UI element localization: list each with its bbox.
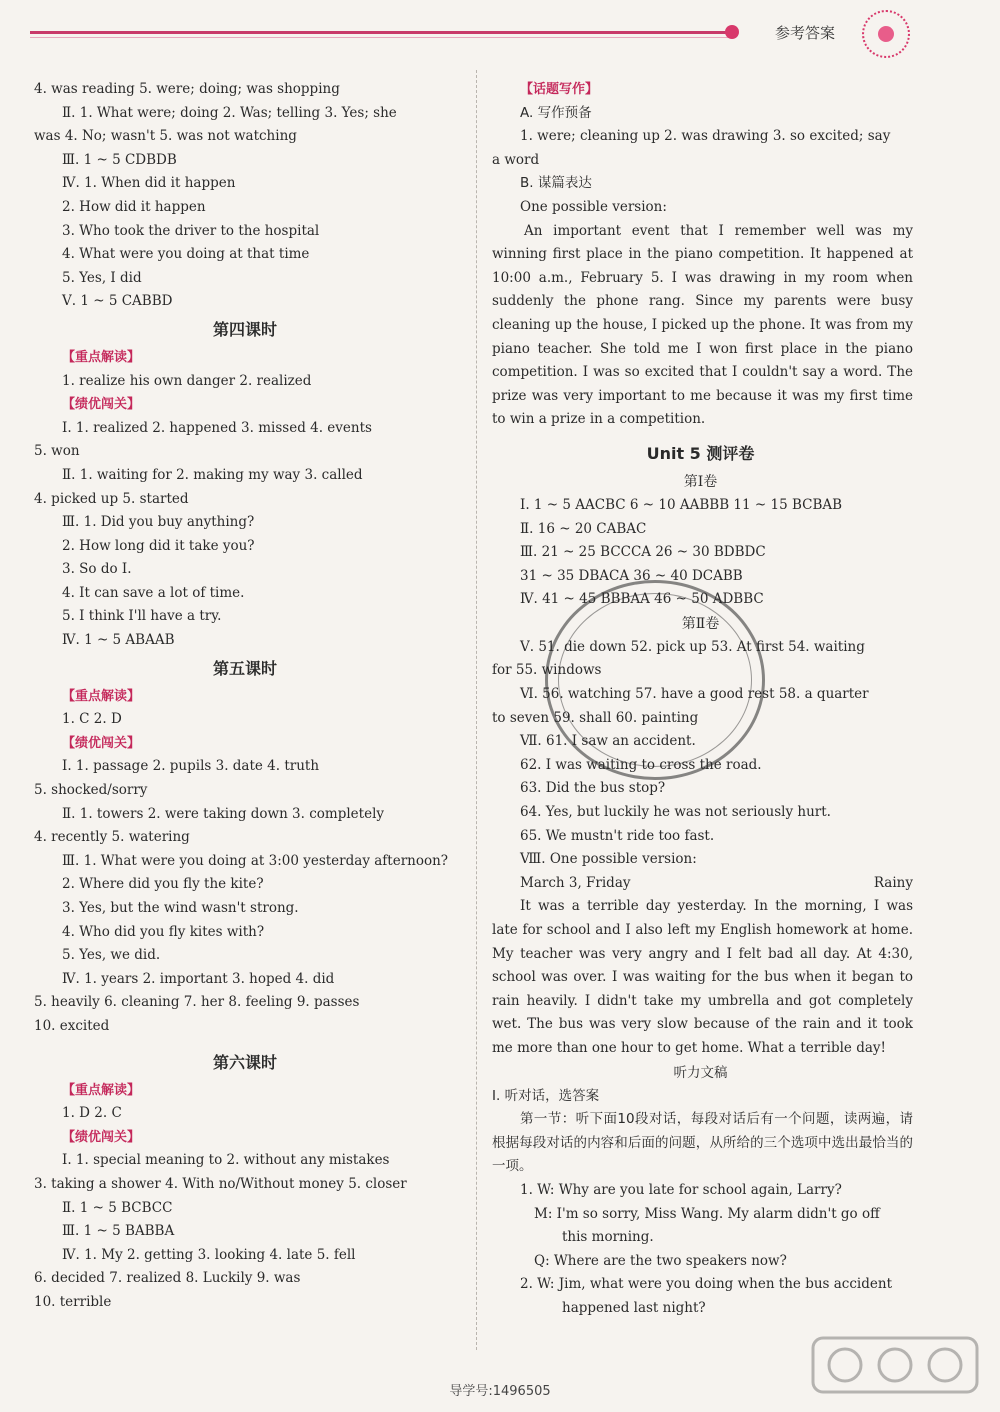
answer-line: Ⅳ. 41 ~ 45 BBBAA 46 ~ 50 ADBBC (520, 591, 764, 608)
diary-date-line (488, 872, 913, 896)
tag-key-points: 【重点解读】 (62, 688, 141, 704)
answer-line: Ⅱ. 1 ~ 5 BCBCC (62, 1199, 173, 1216)
answer-line: Ⅰ. 1. passage 2. pupils 3. date 4. truth (62, 758, 320, 775)
answer-line: 5. shocked/sorry (34, 782, 148, 799)
section-heading-lesson-4: 第四课时 (212, 319, 277, 339)
answer-line: 5. Yes, we did. (62, 947, 161, 964)
header-dot-icon (725, 25, 739, 39)
answer-line: Ⅱ. 1. waiting for 2. making my way 3. called (62, 466, 363, 483)
answer-line: 63. Did the bus stop? (520, 780, 666, 797)
answer-line: for 55. windows (492, 662, 602, 679)
tag-key-points: 【重点解读】 (62, 349, 141, 365)
answer-line: 5. I think I'll have a try. (62, 608, 222, 625)
flower-logo-icon (862, 10, 910, 58)
dialogue-line: Q: Where are the two speakers now? (534, 1252, 787, 1269)
answer-line: 4. recently 5. watering (34, 829, 190, 846)
answer-line: 1. C 2. D (62, 711, 122, 728)
answer-line: Ⅱ. 1. What were; doing 2. Was; telling 3. Yes; she (62, 104, 397, 121)
dialogue-line: 1. W: Why are you late for school again, Larry? (520, 1181, 842, 1198)
answer-line: Ⅲ. 1 ~ 5 CDBDB (62, 151, 177, 168)
answer-line: 10. excited (34, 1017, 110, 1034)
tag-topic-writing: 【话题写作】 (520, 82, 599, 97)
answer-line: 1. D 2. C (62, 1105, 122, 1122)
answer-line: Ⅳ. 1. years 2. important 3. hoped 4. did (62, 970, 335, 987)
page-footer-code: 导学号:1496505 (449, 1384, 551, 1399)
header-title: 参考答案 (775, 24, 836, 42)
answer-line: 2. Where did you fly the kite? (62, 876, 264, 893)
answer-line: 2. How long did it take you? (62, 537, 255, 554)
answer-line: 3. Who took the driver to the hospital (62, 222, 320, 239)
answer-line: 3. Yes, but the wind wasn't strong. (62, 900, 299, 916)
left-column (30, 78, 460, 1315)
section-heading-paper-2: 第Ⅱ卷 (681, 615, 720, 632)
answer-line: 4. picked up 5. started (34, 490, 189, 507)
answer-line: Ⅳ. 1. When did it happen (62, 175, 236, 192)
answer-line: Ⅱ. 1. towers 2. were taking down 3. completely (62, 805, 385, 822)
answer-line: Ⅵ. 56. watching 57. have a good rest 58. a quarter (520, 686, 869, 703)
answer-line: Ⅲ. 1. What were you doing at 3:00 yesterday afternoon? (62, 852, 449, 869)
section-heading-unit-test: Unit 5 测评卷 (646, 443, 755, 463)
answer-line: One possible version: (520, 198, 667, 215)
answer-line: 1. were; cleaning up 2. was drawing 3. so excited; say (520, 128, 891, 145)
answer-line: 65. We mustn't ride too fast. (520, 827, 715, 844)
answer-line: Ⅴ. 1 ~ 5 CABBD (62, 293, 173, 310)
header-rule (30, 31, 730, 34)
diary-weather: Rainy (873, 874, 913, 891)
answer-line: 10. terrible (34, 1293, 112, 1310)
answer-line: 64. Yes, but luckily he was not seriously hurt. (520, 804, 831, 821)
section-heading-lesson-5: 第五课时 (212, 658, 277, 678)
answer-line: 1. realize his own danger 2. realized (62, 372, 312, 389)
header-rule-thin (30, 37, 730, 38)
answer-line: 4. Who did you fly kites with? (62, 923, 265, 940)
answer-line: 2. How did it happen (62, 198, 206, 215)
section-heading-paper-1: 第Ⅰ卷 (683, 473, 718, 490)
answer-line: 3. So do I. (62, 561, 132, 578)
listening-instructions: 第一节：听下面10段对话，每段对话后有一个问题，读两遍，请根据每段对话的内容和后面的问题，从所给的三个选项中选出最恰当的一项。 (492, 1111, 913, 1175)
subheading-expression: B. 谋篇表达 (520, 175, 592, 192)
answer-line: 5. won (34, 443, 80, 460)
watermark-stamp (545, 580, 765, 780)
answer-line: Ⅲ. 1 ~ 5 BABBA (62, 1223, 175, 1240)
dialogue-line: M: I'm so sorry, Miss Wang. My alarm didn't go off (534, 1205, 880, 1222)
subheading-prep: A. 写作预备 (520, 104, 592, 121)
answer-line: to seven 59. shall 60. painting (492, 709, 699, 726)
answer-line: Ⅲ. 21 ~ 25 BCCCA 26 ~ 30 BDBDC (520, 544, 766, 561)
answer-line: was 4. No; wasn't 5. was not watching (34, 128, 297, 145)
answer-line: Ⅱ. 16 ~ 20 CABAC (520, 520, 647, 537)
dialogue-line: happened last night? (562, 1299, 706, 1316)
dialogue-line: 2. W: Jim, what were you doing when the bus accident (520, 1276, 892, 1293)
answer-line: 4. It can save a lot of time. (62, 584, 245, 601)
answer-line: 4. was reading 5. were; doing; was shopping (34, 81, 340, 97)
answer-line: Ⅶ. 61. I saw an accident. (520, 733, 696, 750)
answer-line: a word (492, 151, 540, 168)
answer-line: Ⅴ. 51. die down 52. pick up 53. At first 54. waiting (520, 638, 865, 655)
column-divider (476, 70, 478, 1350)
answer-line: Ⅰ. 1 ~ 5 AACBC 6 ~ 10 AABBB 11 ~ 15 BCBAB (520, 496, 843, 513)
answer-line: 31 ~ 35 DBACA 36 ~ 40 DCABB (520, 567, 743, 584)
answer-line: 4. What were you doing at that time (62, 246, 310, 263)
answer-line: Ⅰ. 1. realized 2. happened 3. missed 4. events (62, 419, 372, 436)
answer-line: Ⅰ. 1. special meaning to 2. without any mistakes (62, 1152, 390, 1169)
model-essay-1: An important event that I remember well was my winning first place in the piano competition. It happened at 10:00 a.m., February 5. I was drawing in my room when suddenly the phone rang. Since my parents were busy cleaning up the house, I picked up the phone. It was from my piano teacher. She told me I won first place in the piano competition. I was so excited that I couldn't say a word. The prize was very important to me because it was my first time to win a prize in a competition. (492, 222, 913, 428)
model-essay-2: It was a terrible day yesterday. In the morning, I was late for school and I also left my English homework at home. My teacher was very angry and I felt bad all day. At 4:30, school was over. I was waiting for the bus when it began to rain heavily. I didn't take my umbrella and got completely wet. The bus was very slow because of the rain and it took me more than one hour to get home. What a terrible day! (492, 898, 913, 1056)
answer-line: 5. Yes, I did (62, 269, 142, 286)
answer-line: 6. decided 7. realized 8. Luckily 9. was (34, 1270, 301, 1287)
tag-key-points: 【重点解读】 (62, 1082, 141, 1098)
answer-line: Ⅷ. One possible version: (520, 851, 697, 868)
tag-practice: 【绩优闯关】 (62, 735, 141, 751)
section-heading-listening: 听力文稿 (673, 1064, 728, 1081)
answer-line: Ⅳ. 1 ~ 5 ABAAB (62, 632, 175, 649)
answer-line: 62. I was waiting to cross the road. (520, 756, 762, 773)
answer-line: Ⅳ. 1. My 2. getting 3. looking 4. late 5. fell (62, 1246, 356, 1263)
answer-line: Ⅲ. 1. Did you buy anything? (62, 514, 255, 531)
dialogue-line: this morning. (562, 1229, 654, 1246)
answer-line: 5. heavily 6. cleaning 7. her 8. feeling 9. passes (34, 994, 360, 1011)
tag-practice: 【绩优闯关】 (62, 1129, 141, 1145)
answer-line: 3. taking a shower 4. With no/Without money 5. closer (34, 1175, 407, 1192)
listening-part-title: Ⅰ. 听对话，选答案 (492, 1087, 600, 1104)
diary-date: March 3, Friday (520, 874, 631, 891)
section-heading-lesson-6: 第六课时 (212, 1052, 277, 1072)
tag-practice: 【绩优闯关】 (62, 397, 141, 413)
